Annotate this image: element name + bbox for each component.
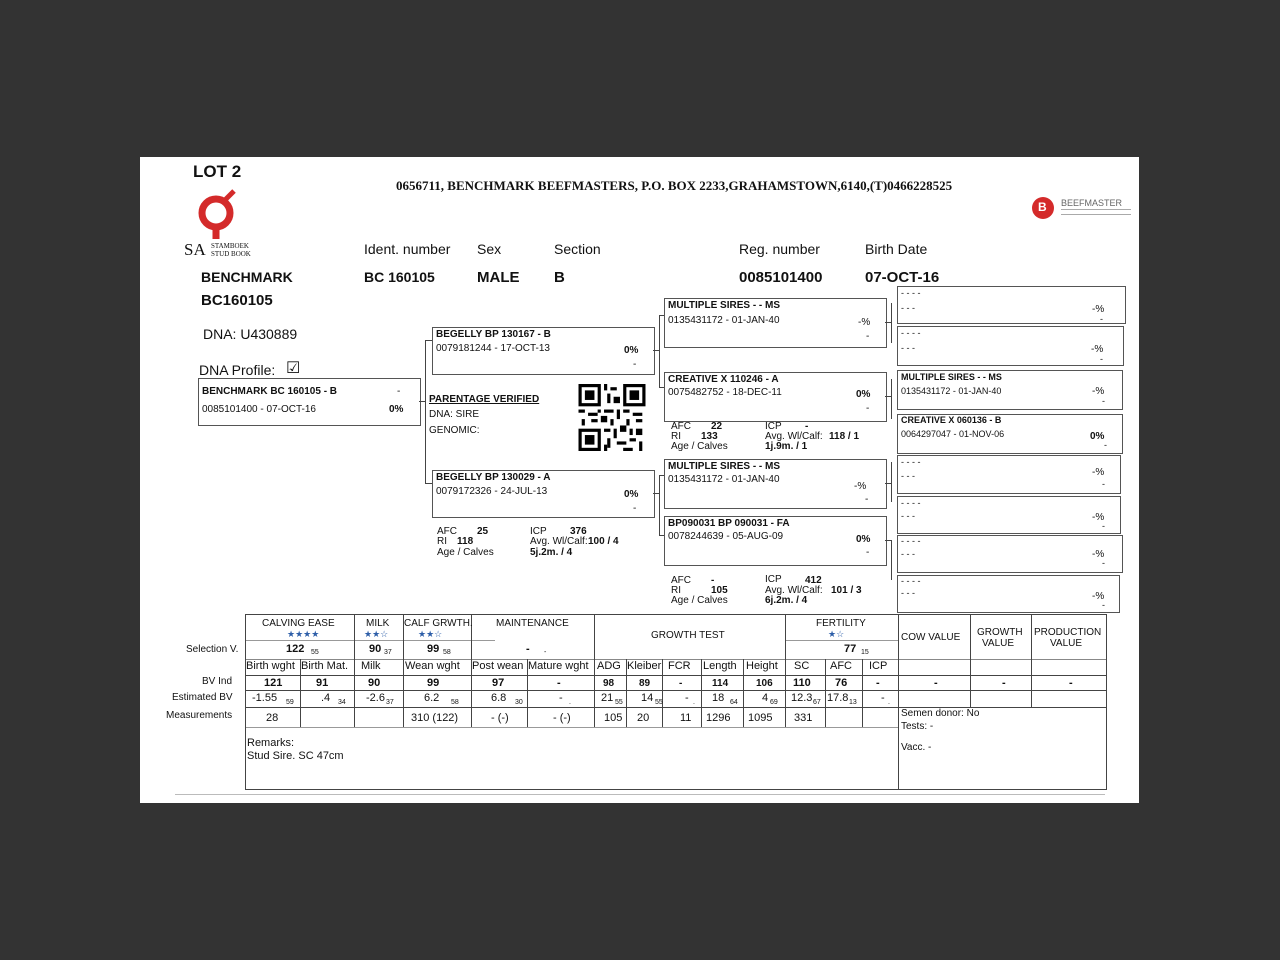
great-grandparent-box-5 [897,455,1121,494]
col-wean-weight: Wean wght [405,660,460,672]
col-sc: SC [794,660,810,672]
calving-stars-icon: ★★★★ [287,629,320,639]
reg-value: 0085101400 [739,269,823,286]
parentage-dna: DNA: SIRE [429,409,480,420]
dna-profile-label: DNA Profile: [199,362,276,378]
sex-label: Sex [477,241,502,257]
gp1-title: MULTIPLE SIRES - - MS [668,300,781,311]
milk-header: MILK [366,618,390,629]
stamboek-text: STAMBOEK [211,242,249,250]
sire-title: BEGELLY BP 130167 - B [436,329,551,340]
calf-stars-icon: ★★☆ [418,629,443,639]
birth-label: Birth Date [865,241,928,257]
great-grandparent-box-6 [897,496,1121,534]
col-length: Length [703,660,737,672]
studbook-text: STUD BOOK [211,250,251,258]
calf-growth-header: CALF GRWTH. [404,618,473,629]
parentage-genomic: GENOMIC: [429,425,480,436]
animal-name: BENCHMARK [201,269,293,285]
sa-logo-text: SA [184,240,206,259]
birth-value: 07-OCT-16 [865,269,940,286]
dna-profile-check-icon: ☑ [286,360,301,377]
breeder-address: 0656711, BENCHMARK BEEFMASTERS, P.O. BOX 2233,GRAHAMSTOWN,6140,(T)0466228525 [396,178,953,193]
gp4-title: BP090031 BP 090031 - FA [668,518,790,529]
maintenance-header: MAINTENANCE [496,618,569,629]
calving-ease-header: CALVING EASE [262,618,335,629]
milk-stars-icon: ★★☆ [364,629,389,639]
semen-donor: Semen donor: No [901,708,980,719]
parentage-verified: PARENTAGE VERIFIED [429,394,540,405]
vaccinations: Vacc. - [901,742,932,753]
col-birth-maternal: Birth Mat. [301,660,349,672]
col-mature-weight: Mature wght [528,660,589,672]
sa-studbook-logo-icon [194,189,240,241]
growth-test-header: GROWTH TEST [651,630,725,641]
col-birth-weight: Birth wght [246,660,295,672]
self-line: 0085101400 - 07-OCT-16 [202,404,316,415]
lot-number: LOT 2 [193,162,242,181]
fertility-stars-icon: ★☆ [828,629,845,639]
ident-value: BC 160105 [364,269,435,285]
col-icp: ICP [869,660,888,672]
beefmaster-logo-text: BEEFMASTER [1061,198,1123,208]
col-milk: Milk [361,660,381,672]
col-post-wean: Post wean [472,660,524,672]
tests: Tests: - [901,721,934,732]
great-grandparent-box-2 [897,326,1124,366]
col-fcr: FCR [668,660,691,672]
reg-label: Reg. number [739,241,820,257]
self-title: BENCHMARK BC 160105 - B [202,386,338,397]
gp3-title: MULTIPLE SIRES - - MS [668,461,781,472]
qr-code-icon [577,384,647,451]
great-grandparent-box-7 [897,535,1123,573]
cow-value-header: COW VALUE [901,632,961,643]
remarks-label: Remarks: [247,737,295,749]
gp2-title: CREATIVE X 110246 - A [668,374,779,385]
sire-line: 0079181244 - 17-OCT-13 [436,343,550,354]
col-afc: AFC [830,660,852,672]
dam-title: BEGELLY BP 130029 - A [436,472,551,483]
fertility-header: FERTILITY [816,618,866,629]
ident-label: Ident. number [364,241,451,257]
animal-code: BC160105 [201,292,273,309]
sex-value: MALE [477,269,520,286]
col-adg: ADG [597,660,621,672]
col-kleiber: Kleiber [627,660,662,672]
remarks-text: Stud Sire. SC 47cm [247,750,344,762]
pedigree-document: LOT 2 0656711, BENCHMARK BEEFMASTERS, P.O. BOX 2233,GRAHAMSTOWN,6140,(T)0466228525 SA STAMBOEK STUD BOOK B BEEFMASTER Ident. number Sex Section Reg. number Birth Date BENCHMARK BC 160105 MALE B 0085101400 07-OCT-16 BC160105 DNA: U430889 DNA Profile: ☑ BENCHMARK BC 160105 - B - 0085101400 - 07-OCT-16 0% BEGELLY BP 130167 - B 0079181244 - 17-OCT-13 0% - PARENTAGE VERIFIED DNA: SIRE GENOMIC: BEGELLY BP 130029 - A 0079172326 - 24-JUL-13 0% - AFC 25 ICP 376 RI 118 Avg. Wl/Calf: 100 / 4 Age / Calves 5j.2m. / 4 MULTIPLE SIRES - - MS 0135431172 - 01-JAN-40 -% - CREATIVE X 110246 - A 0075482752 - 18-DEC-11 0% - AFC 22 ICP - RI 133 Avg. Wl/Calf: 118 / 1 Age / Calves 1j.9m. / 1 MULTIPLE SIRES - - MS 0135431172 - 01-JAN-40 -% - BP090031 BP 090031 - FA 0078244639 - 05-AUG-09 0% - AFC - ICP 412 RI 105 Avg. Wl/Calf: 101 / 3 Age / Calves 6j.2m. / 4 - - - - - - - -% - - - - - - - - -% - MULTIPLE SIRES - - MS 0135431172 - 01-JAN-40 -% - CREATIVE X 060136 - B 0064297047 - 01-NOV-06 0% - - - - - - - - -% - - - - - - - - -% - - - - - - - - -% - - - - - - - - -% - Selection V. BV Ind Estimated BV Measurements CALVING EASE ★★★★ MILK ★★☆ CALF GRWTH. ★★☆ MAINTENANCE GROWTH TEST FERTILITY ★☆ COW VALUE GROWTH VALUE PRODUCTION VALUE 122 55 90 37 99 58 - - 77 15 Birth wght Birth Mat. Milk Wean wght Post wean Mature wght ADG Kleiber FCR Length Height SC AFC ICP 121 91 90 99 97 - 98 89 - 114 106 110 76 - - - - -1.55 59 .4 34 -2.6 37 6.2 58 6.8 30 - . 21 55 14 55 - . 18 64 4 69 12.3 67 17.8 13 - . 28 310 (122) - (-) - (-) 105 20 11 1296 1095 331 Remarks: Stud Sire. SC 47cm Semen donor: No Tests: - Vacc. - [140,157,1139,803]
section-label: Section [554,241,601,257]
great-grandparent-box-8 [897,575,1120,613]
section-value: B [554,269,565,286]
col-height: Height [746,660,778,672]
dna-number: DNA: U430889 [203,326,298,342]
self-pct: 0% [389,404,404,415]
dam-line: 0079172326 - 24-JUL-13 [436,486,548,497]
